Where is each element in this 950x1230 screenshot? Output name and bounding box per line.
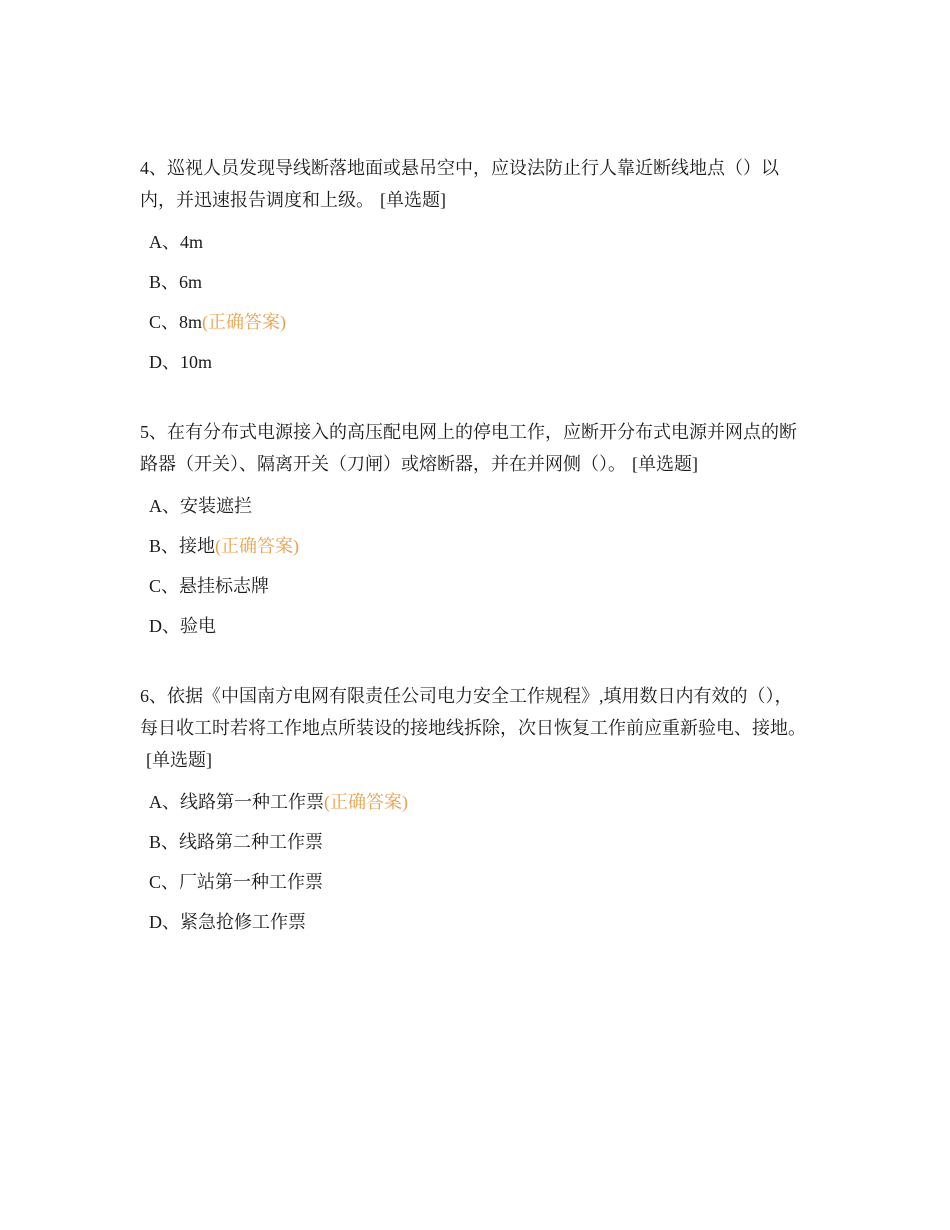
option-d <box>140 606 810 646</box>
option-c <box>140 862 810 902</box>
option-a <box>140 486 810 526</box>
option-b <box>140 822 810 862</box>
document-page <box>140 152 810 976</box>
option-label: C、8m <box>149 312 203 332</box>
question-5 <box>140 416 810 646</box>
option-label: C、厂站第一种工作票 <box>149 872 324 892</box>
question-6 <box>140 680 810 942</box>
option-label: B、接地 <box>149 536 216 556</box>
correct-answer-mark: (正确答案) <box>215 536 300 556</box>
question-text <box>140 680 810 776</box>
option-label: D、验电 <box>149 616 216 636</box>
correct-answer-mark: (正确答案) <box>202 312 287 332</box>
option-c <box>140 566 810 606</box>
option-b <box>140 262 810 302</box>
question-stem: 5、在有分布式电源接入的高压配电网上的停电工作，应断开分布式电源并网点的断路器（开关）、隔离开关（刀闸）或熔断器，并在并网侧（）。 <box>140 422 797 474</box>
option-label: B、6m <box>149 272 203 292</box>
question-text <box>140 416 810 480</box>
option-d <box>140 342 810 382</box>
question-4 <box>140 152 810 382</box>
question-text <box>140 152 810 216</box>
question-type: [单选题] <box>380 190 446 210</box>
option-label: A、4m <box>149 232 203 252</box>
option-b <box>140 526 810 566</box>
option-c <box>140 302 810 342</box>
option-label: C、悬挂标志牌 <box>149 576 270 596</box>
option-a <box>140 222 810 262</box>
question-stem: 4、巡视人员发现导线断落地面或悬吊空中，应设法防止行人靠近断线地点（）以内，并迅速报告调度和上级。 <box>140 158 779 210</box>
question-type: [单选题] <box>632 454 698 474</box>
question-type: [单选题] <box>146 750 212 770</box>
correct-answer-mark: (正确答案) <box>324 792 408 812</box>
option-label: A、安装遮拦 <box>149 496 252 516</box>
option-label: A、线路第一种工作票 <box>149 792 324 812</box>
option-label: B、线路第二种工作票 <box>149 832 324 852</box>
question-stem: 6、依据《中国南方电网有限责任公司电力安全工作规程》,填用数日内有效的（），每日收工时若将工作地点所装设的接地线拆除，次日恢复工作前应重新验电、接地。 <box>140 686 806 738</box>
option-label: D、紧急抢修工作票 <box>149 912 306 932</box>
option-d <box>140 902 810 942</box>
option-label: D、10m <box>149 352 212 372</box>
option-a <box>140 782 810 822</box>
